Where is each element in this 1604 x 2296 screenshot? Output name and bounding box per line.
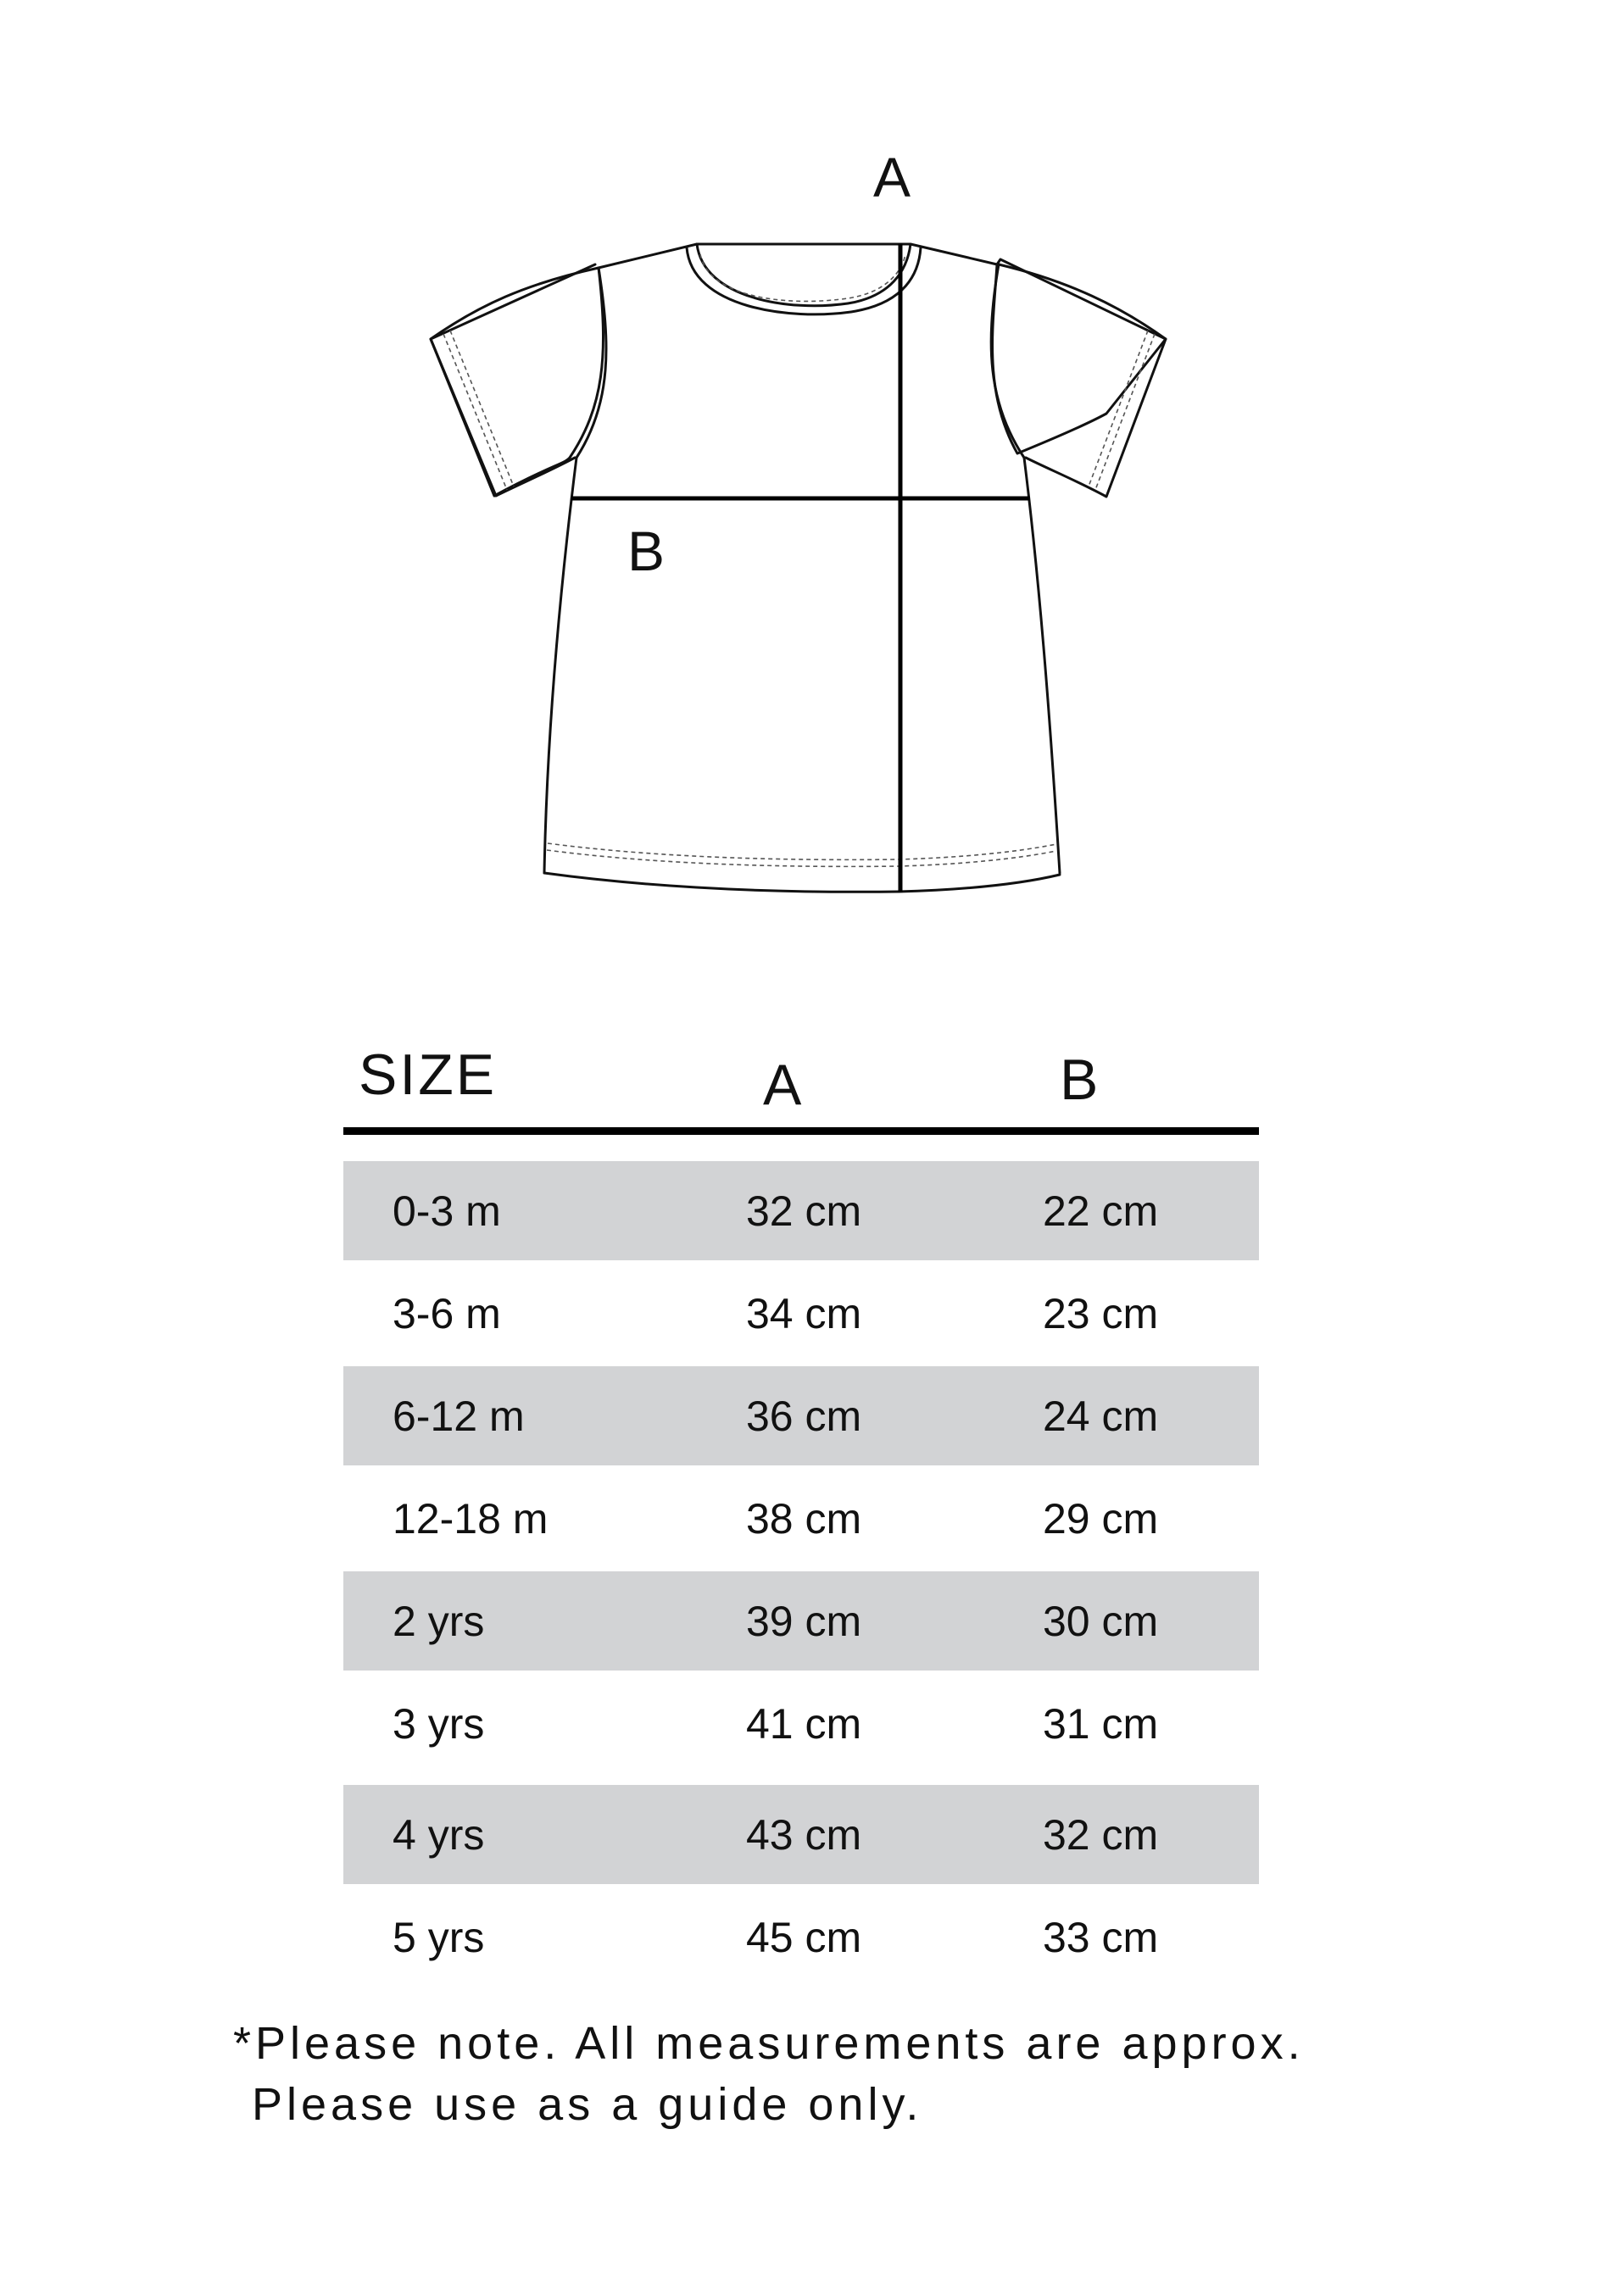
cell-a: 45 cm [746, 1913, 862, 1961]
cell-b: 31 cm [1043, 1699, 1159, 1748]
header-size: SIZE [359, 1042, 498, 1107]
table-row [343, 1264, 1259, 1363]
note-line-1: *Please note. All measurements are approx. [233, 2018, 1305, 2069]
cell-a: 38 cm [746, 1494, 862, 1543]
cell-b: 24 cm [1043, 1392, 1159, 1440]
cell-a: 32 cm [746, 1187, 862, 1235]
cell-size: 5 yrs [393, 1913, 485, 1961]
note-line-2: Please use as a guide only. [252, 2079, 923, 2130]
cell-size: 6-12 m [393, 1392, 525, 1440]
cell-a: 36 cm [746, 1392, 862, 1440]
diagram-label-b: B [627, 520, 666, 582]
table-row [343, 1674, 1259, 1773]
header-b: B [1060, 1048, 1099, 1112]
cell-a: 39 cm [746, 1597, 862, 1645]
cell-size: 3-6 m [393, 1289, 501, 1337]
cell-b: 23 cm [1043, 1289, 1159, 1337]
size-chart-table [343, 1026, 1259, 1987]
cell-a: 43 cm [746, 1810, 862, 1859]
table-row [343, 1161, 1259, 1260]
header-rule [343, 1127, 1259, 1135]
table-row [343, 1887, 1259, 1987]
cell-b: 22 cm [1043, 1187, 1159, 1235]
cell-a: 41 cm [746, 1699, 862, 1748]
table-row [343, 1571, 1259, 1671]
table-row [343, 1366, 1259, 1465]
tshirt-body-outline [697, 244, 1166, 453]
diagram-label-a: A [873, 146, 911, 208]
cell-b: 33 cm [1043, 1913, 1159, 1961]
cell-a: 34 cm [746, 1289, 862, 1337]
table-row [343, 1469, 1259, 1568]
cell-b: 30 cm [1043, 1597, 1159, 1645]
cell-size: 2 yrs [393, 1597, 485, 1645]
tshirt-diagram [0, 0, 1604, 949]
table-header [343, 1026, 1259, 1136]
cell-size: 0-3 m [393, 1187, 501, 1235]
cell-size: 12-18 m [393, 1494, 549, 1543]
table-row [343, 1785, 1259, 1884]
cell-size: 3 yrs [393, 1699, 485, 1748]
cell-size: 4 yrs [393, 1810, 485, 1859]
header-a: A [763, 1053, 802, 1117]
measurement-note [233, 2013, 1305, 2135]
cell-b: 32 cm [1043, 1810, 1159, 1859]
cell-b: 29 cm [1043, 1494, 1159, 1543]
